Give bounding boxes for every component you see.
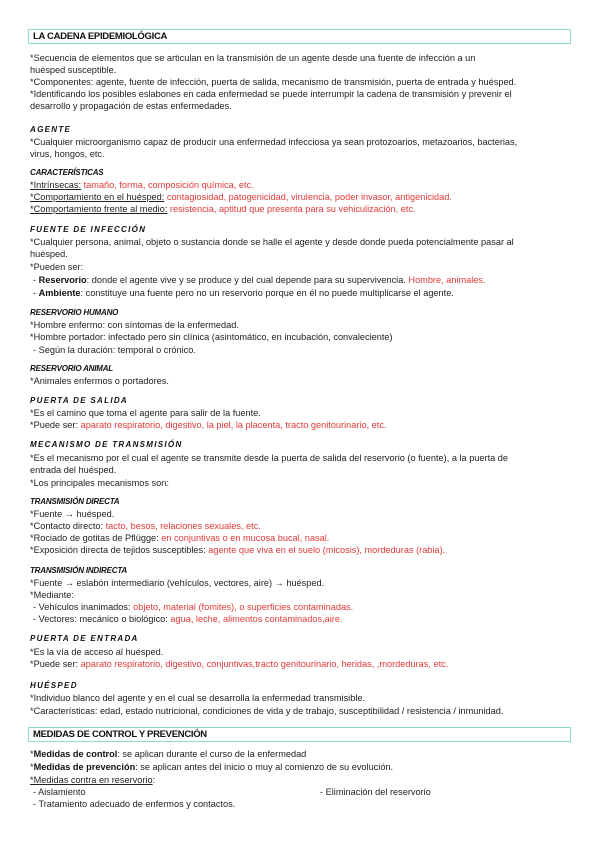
subheading-huesped: HUÉSPED: [30, 681, 78, 690]
bullet: *: [30, 749, 34, 759]
list-item-reservorio: [33, 275, 486, 286]
item-value: tamaño, forma, composición química, etc.: [81, 180, 254, 190]
characteristic-line: [30, 180, 254, 191]
paragraph-line: [30, 521, 261, 532]
paragraph-line: *Individuo blanco del agente y en el cual se desarrolla la enfermedad transmisible.: [30, 693, 366, 703]
section-title: MEDIDAS DE CONTROL Y PREVENCIÓN: [33, 729, 207, 740]
paragraph-line: *Es la vía de acceso al huésped.: [30, 647, 164, 657]
colon: :: [152, 775, 156, 785]
paragraph-line: virus, hongos, etc.: [30, 149, 105, 159]
paragraph-line: *Pueden ser:: [30, 262, 84, 272]
line-prefix: *Rociado de gotitas de Pflügge:: [30, 533, 162, 543]
line-red: tacto, besos, relaciones sexuales, etc.: [105, 521, 261, 531]
list-item: - Eliminación del reservorio: [320, 787, 431, 797]
paragraph-line: [33, 602, 353, 613]
line-red: en conjuntivas o en mucosa bucal, nasal.: [161, 533, 330, 543]
paragraph-line: *Características: edad, estado nutricional, condiciones de vida y de trabajo, susceptibilidad / resistencia / inmunidad.: [30, 706, 504, 716]
paragraph-line: *Cualquier microorganismo capaz de producir una enfermedad infecciosa ya sean protozoarios, metazoarios, bacterias,: [30, 137, 518, 147]
paragraph-line: entrada del huésped.: [30, 465, 117, 475]
item-label: Medidas de prevención: [33, 762, 136, 772]
subheading-transmision-indirecta: TRANSMISIÓN INDIRECTA: [30, 566, 127, 575]
paragraph-line: *Animales enfermos o portadores.: [30, 376, 169, 386]
paragraph-line: huésped susceptible.: [30, 65, 117, 75]
paragraph-line: [30, 775, 155, 786]
paragraph-line: [30, 545, 445, 556]
bullet: *: [30, 762, 34, 772]
section-header-medidas: [28, 727, 571, 742]
subheading-transmision-directa: TRANSMISIÓN DIRECTA: [30, 497, 120, 506]
line-red: agente que viva en el suelo (micosis), mordeduras (rabia).: [208, 545, 446, 555]
line-prefix: - Vectores: mecánico o biológico:: [33, 614, 171, 624]
paragraph-line: *Hombre portador: infectado pero sin clínica (asintomático, en incubación, convaleciente): [30, 332, 393, 342]
paragraph-line: *Cualquier persona, animal, objeto o sustancia donde se halle el agente y desde donde pueda potencialmente pasar al: [30, 237, 514, 247]
line-prefix: *Exposición directa de tejidos susceptibles:: [30, 545, 209, 555]
characteristic-line: [30, 192, 452, 203]
item-label: Reservorio: [38, 275, 87, 285]
paragraph-line: desarrollo y propagación de estas enfermedades.: [30, 101, 232, 111]
subheading-agente: AGENTE: [30, 125, 72, 134]
item-label: *Comportamiento en el huésped:: [30, 192, 165, 202]
subheading-fuente: FUENTE DE INFECCIÓN: [30, 225, 147, 234]
paragraph-line: [30, 659, 448, 670]
item-text: : se aplican durante el curso de la enfermedad: [117, 749, 307, 759]
subheading-caracteristicas: CARACTERÍSTICAS: [30, 168, 104, 177]
item-label: Ambiente: [38, 288, 81, 298]
paragraph-line: *Secuencia de elementos que se articulan en la transmisión de un agente desde una fuente de infección a un: [30, 53, 476, 63]
list-item-ambiente: [33, 288, 454, 299]
line-prefix: *Contacto directo:: [30, 521, 106, 531]
section-title: LA CADENA EPIDEMIOLÓGICA: [33, 31, 168, 42]
line-prefix: *Puede ser:: [30, 659, 81, 669]
item-value: contagiosidad, patogenicidad, virulencia, poder invasor, antigenicidad.: [164, 192, 452, 202]
subheading-reservorio-animal: RESERVORIO ANIMAL: [30, 364, 113, 373]
item-label: *Medidas contra en reservorio: [30, 775, 153, 785]
item-text: : constituye una fuente pero no un reservorio porque en él no puede multiplicarse el agente.: [80, 288, 454, 298]
subheading-puerta-salida: PUERTA DE SALIDA: [30, 396, 128, 405]
line-red: aparato respiratorio, digestivo, conjuntivas,tracto genitourinario, heridas, ,mordeduras, etc.: [80, 659, 449, 669]
line-prefix: - Vehículos inanimados:: [33, 602, 134, 612]
item-label: *Comportamiento frente al medio:: [30, 204, 168, 214]
line-red: agua, leche, alimentos contaminados,aire.: [170, 614, 343, 624]
line-red: objeto, material (fomites), o superficies contaminadas.: [133, 602, 354, 612]
paragraph-line: [33, 614, 343, 625]
dash: -: [33, 288, 39, 298]
paragraph-line: *Fuente → huésped.: [30, 509, 115, 519]
list-item: - Aislamiento: [33, 787, 86, 797]
paragraph-line: [30, 420, 387, 431]
paragraph-line: [30, 762, 393, 773]
item-value: resistencia, aptitud que presenta para su vehiculización, etc.: [167, 204, 416, 214]
paragraph-line: *Identificando los posibles eslabones en cada enfermedad se puede interrumpir la cadena de transmisión y prevenir el: [30, 89, 512, 99]
item-red: Hombre, animales.: [405, 275, 486, 285]
dash: -: [33, 275, 39, 285]
line-prefix: *Puede ser:: [30, 420, 81, 430]
characteristic-line: [30, 204, 416, 215]
paragraph-line: [30, 533, 329, 544]
subheading-reservorio-humano: RESERVORIO HUMANO: [30, 308, 119, 317]
paragraph-line: - Según la duración: temporal o crónico.: [33, 345, 196, 355]
item-label: *Intrínsecas:: [30, 180, 82, 190]
section-header-cadena: [28, 29, 571, 44]
paragraph-line: *Hombre enfermo: con síntomas de la enfermedad.: [30, 320, 239, 330]
paragraph-line: *Es el camino que toma el agente para salir de la fuente.: [30, 408, 261, 418]
paragraph-line: *Es el mecanismo por el cual el agente se transmite desde la puerta de salida del reservorio (o fuente), a la puerta de: [30, 453, 509, 463]
paragraph-line: *Componentes: agente, fuente de infección, puerta de salida, mecanismo de transmisión, puerta de entrada y huésped.: [30, 77, 517, 87]
subheading-puerta-entrada: PUERTA DE ENTRADA: [30, 634, 139, 643]
paragraph-line: huésped.: [30, 249, 68, 259]
subheading-mecanismo: MECANISMO DE TRANSMISIÓN: [30, 440, 183, 449]
paragraph-line: [30, 749, 306, 760]
list-item: - Tratamiento adecuado de enfermos y contactos.: [33, 799, 236, 809]
item-text: : se aplican antes del inicio o muy al comienzo de su evolución.: [135, 762, 394, 772]
paragraph-line: *Los principales mecanismos son:: [30, 478, 169, 488]
paragraph-line: *Fuente → eslabón intermediario (vehículos, vectores, aire) → huésped.: [30, 578, 325, 588]
item-label: Medidas de control: [33, 749, 118, 759]
line-red: aparato respiratorio, digestivo, la piel, la placenta, tracto genitourinario, etc.: [80, 420, 387, 430]
paragraph-line: *Mediante:: [30, 590, 74, 600]
item-text: : donde el agente vive y se produce y del cual depende para su supervivencia.: [86, 275, 406, 285]
